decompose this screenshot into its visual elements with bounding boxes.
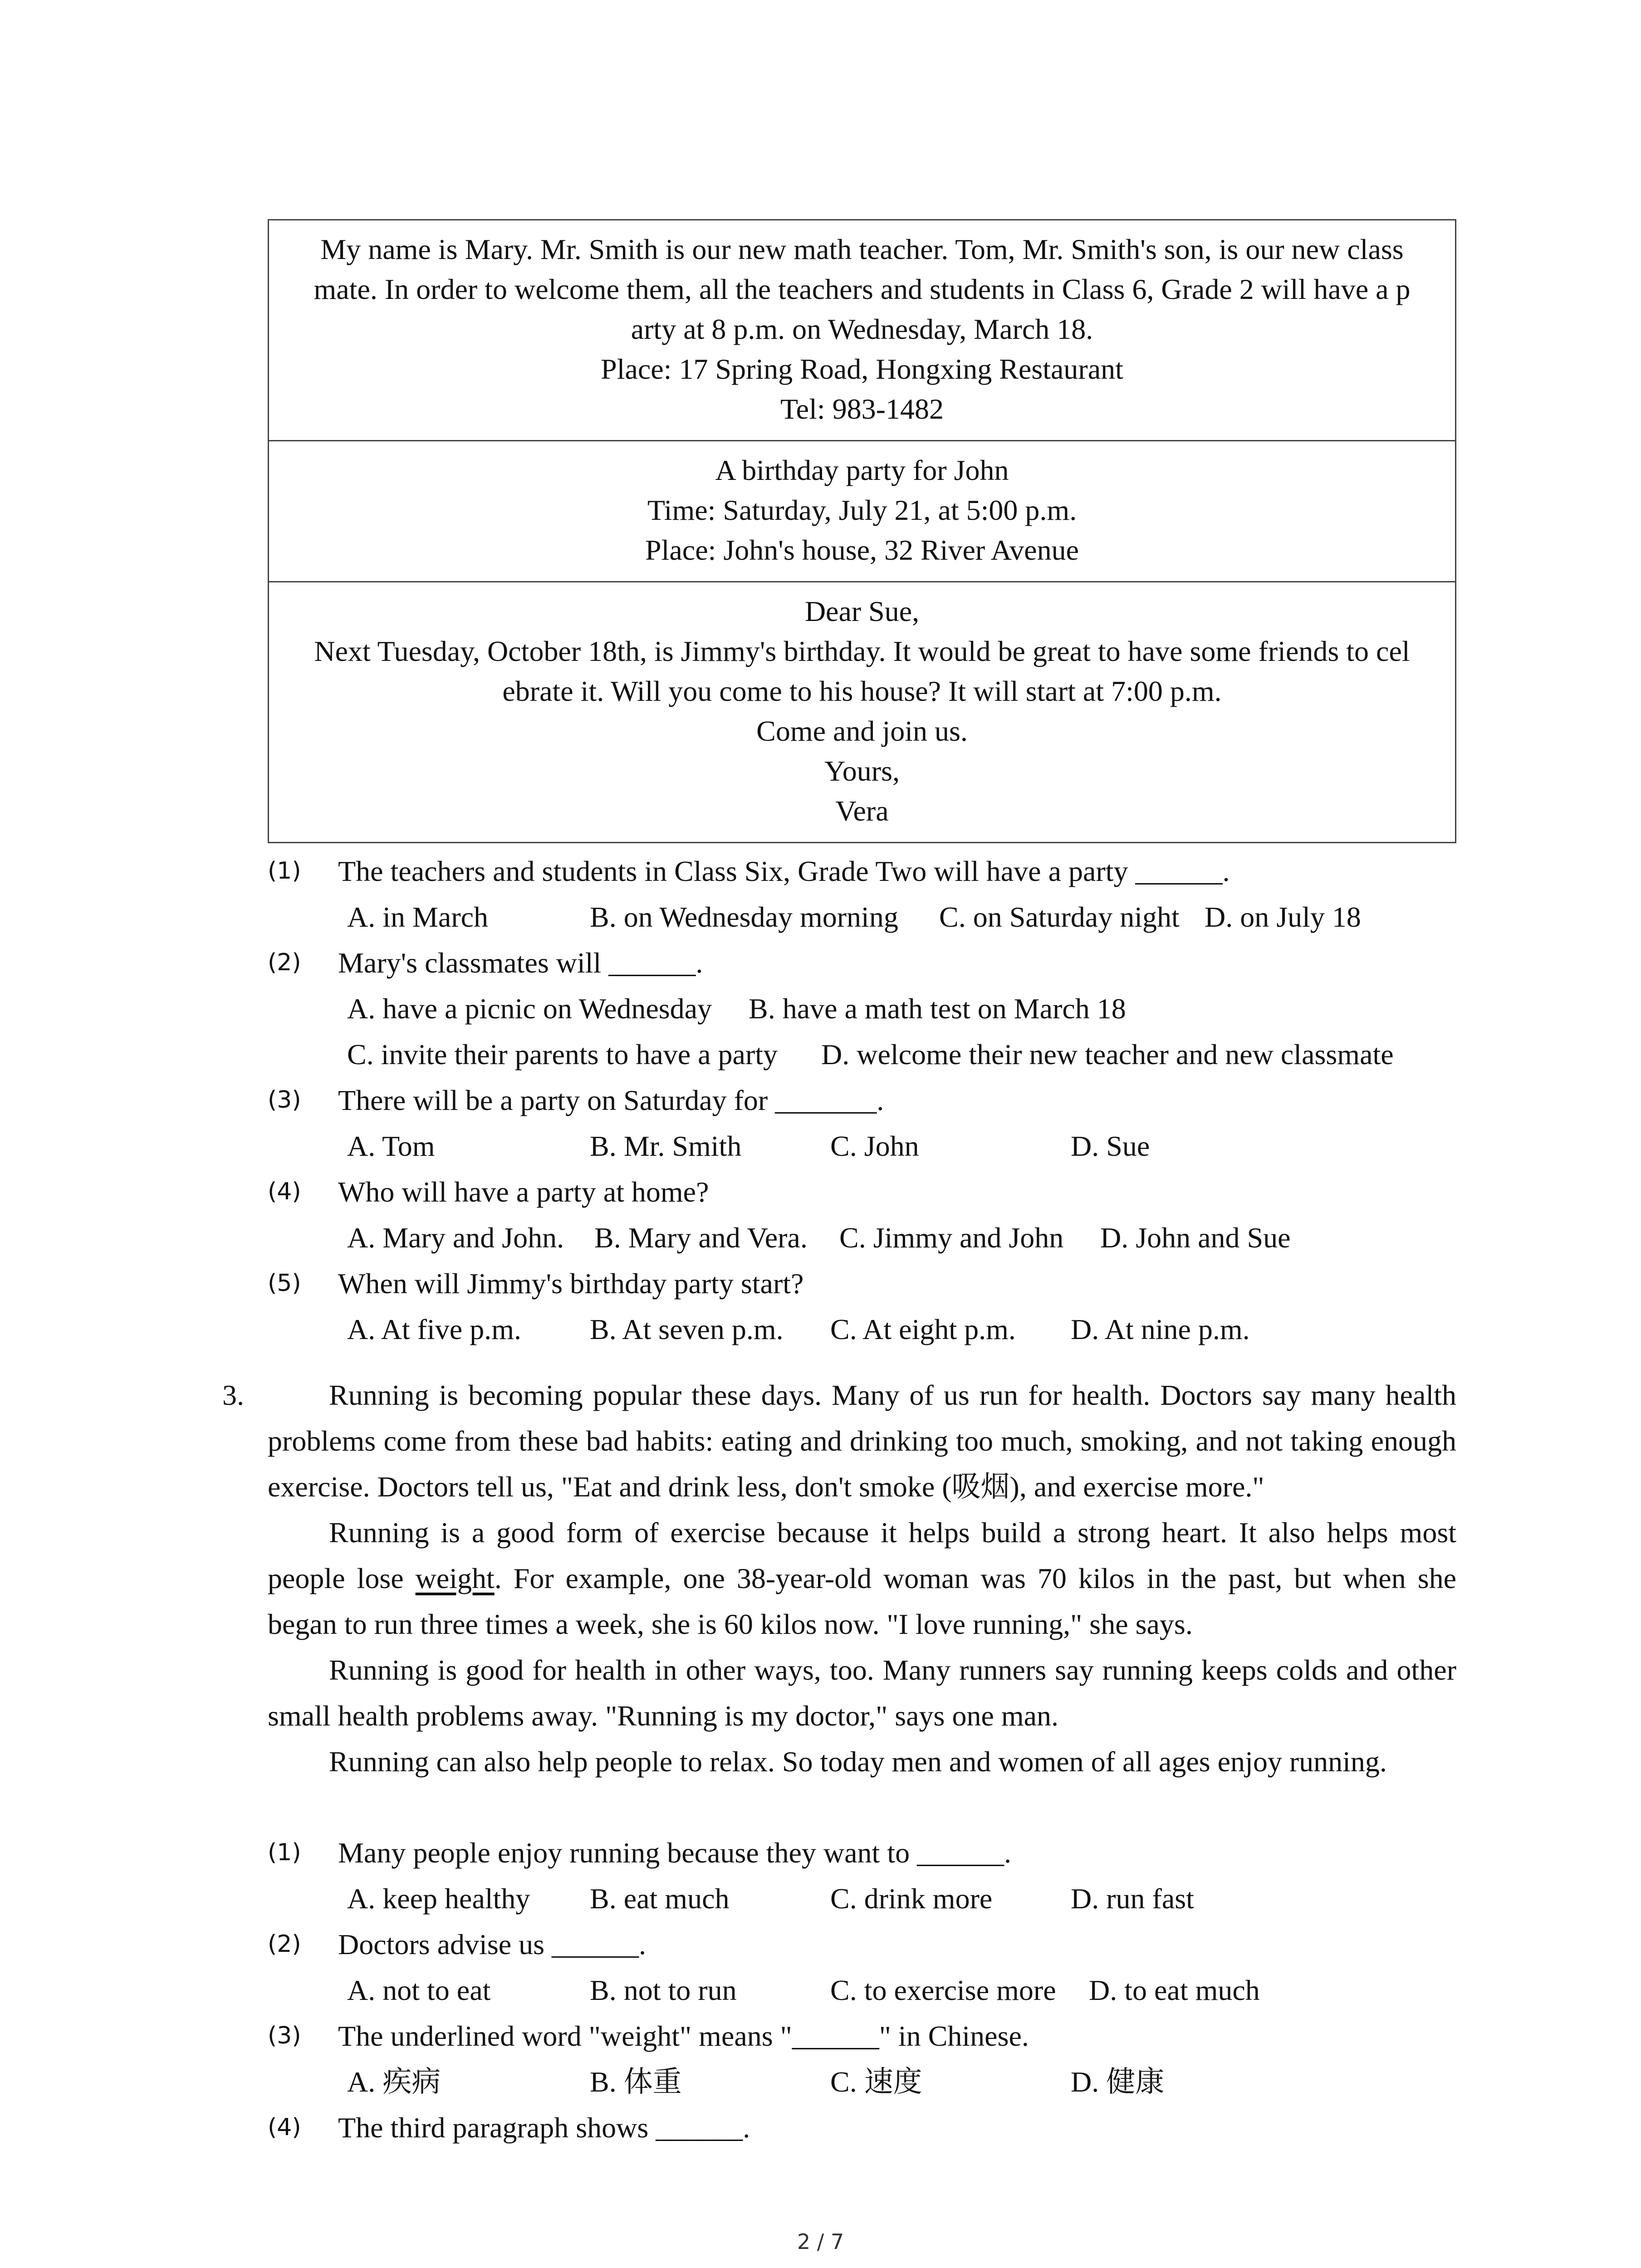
option-a: A. not to eat xyxy=(347,1974,491,2006)
question-number: (3) xyxy=(268,2022,301,2049)
notice-mary-party xyxy=(269,220,1455,440)
option-a: A. in March xyxy=(347,901,489,933)
options-row xyxy=(268,1967,1493,2013)
notice-time: Time: Saturday, July 21, at 5:00 p.m. xyxy=(647,494,1077,526)
question xyxy=(268,1169,1493,1215)
section-number: 3. xyxy=(222,1379,244,1411)
option-a: A. Tom xyxy=(347,1130,435,1162)
passage-text: . For example, one 38-year-old woman was 70 kilos in the past, but when she began to run three times a week, she is 60 kilos now. "I love running," she says. xyxy=(268,1562,1457,1640)
notice-text-line: arty at 8 p.m. on Wednesday, March 18. xyxy=(631,313,1093,345)
section3-questions xyxy=(268,1830,1493,2151)
question-stem: When will Jimmy's birthday party start? xyxy=(338,1267,804,1300)
notice-place: Place: John's house, 32 River Avenue xyxy=(645,534,1079,566)
letter-text-line: Come and join us. xyxy=(756,715,968,747)
letter-signature: Vera xyxy=(835,795,889,827)
notice-tel: Tel: 983-1482 xyxy=(780,393,944,425)
letter-greeting: Dear Sue, xyxy=(804,595,920,627)
option-a: A. 疾病 xyxy=(347,2066,441,2098)
options-row xyxy=(268,1306,1493,1352)
underlined-word: weight xyxy=(415,1562,495,1594)
question-number: (5) xyxy=(268,1270,301,1297)
notice-place: Place: 17 Spring Road, Hongxing Restaurant xyxy=(601,353,1123,385)
notices-table xyxy=(268,219,1456,843)
question-number: (1) xyxy=(268,1839,301,1866)
question-stem: Doctors advise us ______. xyxy=(338,1928,647,1960)
letter-text-line: Next Tuesday, October 18th, is Jimmy's birthday. It would be great to have some friends to cel xyxy=(314,635,1410,667)
question xyxy=(268,2013,1493,2059)
question xyxy=(268,1830,1493,1876)
question-number: (1) xyxy=(268,857,301,885)
option-b: B. eat much xyxy=(590,1882,730,1915)
passage-paragraph-4: Running can also help people to relax. So today men and women of all ages enjoy running. xyxy=(329,1745,1387,1778)
option-b: B. have a math test on March 18 xyxy=(749,992,1126,1025)
letter-closing: Yours, xyxy=(824,755,900,787)
option-d: D. run fast xyxy=(1071,1882,1194,1915)
option-c: C. drink more xyxy=(830,1882,993,1915)
passage-paragraph-2 xyxy=(268,1510,1456,1647)
options-row xyxy=(268,2059,1493,2105)
question xyxy=(268,1077,1493,1123)
question-number: (2) xyxy=(268,1931,301,1958)
option-d: D. Sue xyxy=(1071,1130,1150,1162)
reading-passage xyxy=(268,1372,1456,1784)
notice-john-birthday xyxy=(269,440,1455,581)
question-number: (2) xyxy=(268,949,301,976)
option-d: D. 健康 xyxy=(1071,2066,1165,2098)
options-row xyxy=(268,1031,1493,1077)
options-row xyxy=(268,1123,1493,1169)
question-stem: Mary's classmates will ______. xyxy=(338,947,703,979)
question-number: (3) xyxy=(268,1086,301,1114)
question-stem: There will be a party on Saturday for _______. xyxy=(338,1084,884,1116)
question-stem: The underlined word "weight" means "______" in Chinese. xyxy=(338,2020,1029,2052)
option-d: D. welcome their new teacher and new classmate xyxy=(821,1038,1394,1070)
option-a: A. keep healthy xyxy=(347,1882,530,1915)
option-b: B. Mr. Smith xyxy=(590,1130,742,1162)
options-row xyxy=(268,1215,1493,1261)
option-d: D. on July 18 xyxy=(1205,901,1361,933)
question-number: (4) xyxy=(268,2114,301,2141)
question-stem: The third paragraph shows ______. xyxy=(338,2112,750,2144)
letter-text-line: ebrate it. Will you come to his house? It will start at 7:00 p.m. xyxy=(502,675,1222,707)
option-b: B. At seven p.m. xyxy=(590,1313,784,1345)
question xyxy=(268,848,1493,894)
question-stem: Who will have a party at home? xyxy=(338,1176,709,1208)
notice-title: A birthday party for John xyxy=(715,454,1009,486)
passage-text: Running is a good form of exercise because it helps build a strong heart. It also helps most people lose xyxy=(268,1516,1456,1594)
option-b: B. not to run xyxy=(590,1974,737,2006)
question-number: (4) xyxy=(268,1178,301,1205)
option-b: B. on Wednesday morning xyxy=(590,901,898,933)
notice-letter-to-sue xyxy=(269,581,1455,842)
question xyxy=(268,940,1493,986)
option-c: C. on Saturday night xyxy=(939,901,1180,933)
question xyxy=(268,1261,1493,1306)
option-c: C. John xyxy=(830,1130,919,1162)
options-row xyxy=(268,894,1493,940)
question-stem: The teachers and students in Class Six, Grade Two will have a party ______. xyxy=(338,855,1230,887)
options-row xyxy=(268,1876,1493,1921)
page-number: 2 / 7 xyxy=(797,2229,844,2254)
passage-paragraph-1: Running is becoming popular these days. Many of us run for health. Doctors say many health problems come from these bad habits: eating and drinking too much, smoking, and not taking enough exercise. Doctors tell us, "Eat and drink less, don't smoke (吸烟), and exercise more." xyxy=(268,1379,1456,1503)
option-d: D. to eat much xyxy=(1089,1974,1260,2006)
question-stem: Many people enjoy running because they want to ______. xyxy=(338,1837,1012,1869)
notice-text-line: My name is Mary. Mr. Smith is our new math teacher. Tom, Mr. Smith's son, is our new class xyxy=(320,233,1404,265)
notice-text-line: mate. In order to welcome them, all the teachers and students in Class 6, Grade 2 will have a p xyxy=(314,273,1411,305)
option-b: B. 体重 xyxy=(590,2066,682,2098)
option-c: C. to exercise more xyxy=(830,1974,1056,2006)
option-d: D. At nine p.m. xyxy=(1071,1313,1250,1345)
option-a: A. have a picnic on Wednesday xyxy=(347,992,712,1025)
option-c: C. At eight p.m. xyxy=(830,1313,1016,1345)
question xyxy=(268,2105,1493,2151)
passage-paragraph-3: Running is good for health in other ways, too. Many runners say running keeps colds and other small health problems away. "Running is my doctor," says one man. xyxy=(268,1654,1456,1732)
options-row xyxy=(268,986,1493,1031)
section2-questions xyxy=(268,848,1493,1352)
option-d: D. John and Sue xyxy=(1100,1222,1291,1254)
option-c: C. invite their parents to have a party xyxy=(347,1038,778,1070)
option-a: A. At five p.m. xyxy=(347,1313,521,1345)
option-b: B. Mary and Vera. xyxy=(594,1222,808,1254)
option-c: C. 速度 xyxy=(830,2066,922,2098)
question xyxy=(268,1921,1493,1967)
option-a: A. Mary and John. xyxy=(347,1222,564,1254)
option-c: C. Jimmy and John xyxy=(839,1222,1064,1254)
